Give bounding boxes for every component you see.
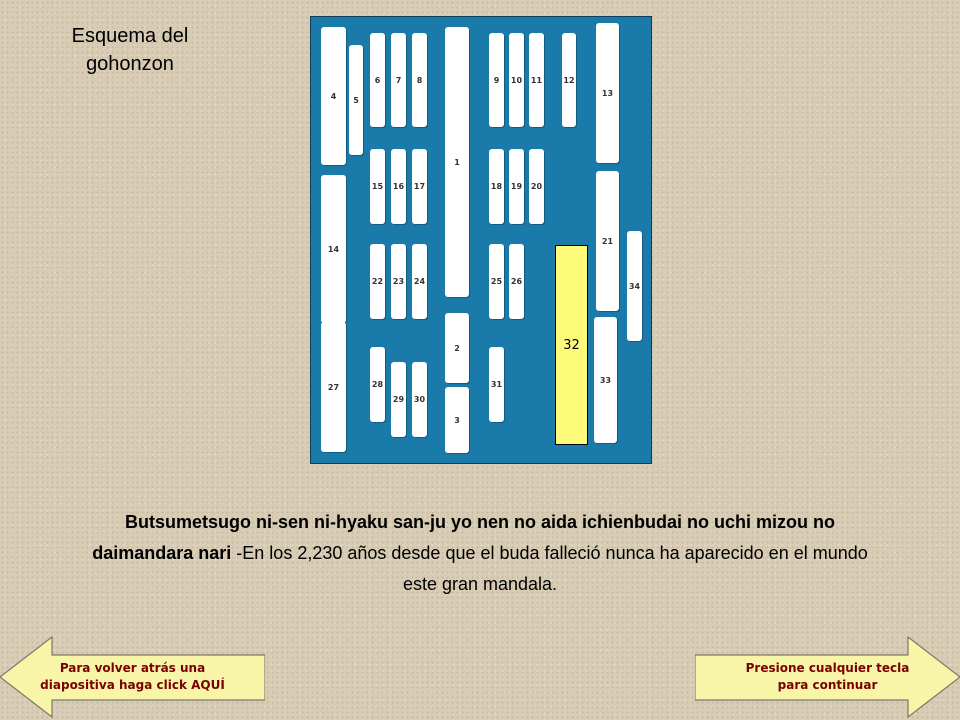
slot-number-label: 28 [371, 380, 384, 389]
diagram-slot-16 [391, 149, 406, 224]
diagram-slot-14 [321, 175, 346, 323]
slot-number-label: 7 [395, 75, 402, 85]
slot-number-label: 3 [454, 415, 460, 425]
caption-text [90, 507, 870, 600]
slide-title-line1: Esquema del [71, 25, 189, 47]
slot-number-label: 29 [392, 395, 405, 404]
slot-number-label: 14 [327, 244, 340, 254]
slot-number-label: 25 [490, 277, 503, 286]
diagram-slot-7 [391, 33, 406, 127]
gohonzon-diagram [310, 16, 652, 464]
caption-normal-part: -En los 2,230 años desde que el buda falleció nunca ha aparecido en el mundo este gran mandala. [231, 543, 868, 594]
diagram-slot-27 [321, 322, 346, 452]
diagram-slot-12 [562, 33, 576, 127]
diagram-slot-8 [412, 33, 427, 127]
diagram-slot-3 [445, 387, 469, 453]
diagram-slot-13 [596, 23, 619, 163]
diagram-slot-6 [370, 33, 385, 127]
slot-number-label: 33 [599, 375, 612, 385]
diagram-slot-31 [489, 347, 504, 422]
slot-number-label: 11 [530, 75, 543, 85]
diagram-slot-30 [412, 362, 427, 437]
slot-number-label: 18 [490, 182, 503, 191]
slot-number-label: 8 [416, 75, 423, 85]
diagram-slot-23 [391, 244, 406, 319]
slot-number-label: 4 [330, 91, 337, 101]
slide-title [40, 22, 220, 78]
diagram-slot-1 [445, 27, 469, 297]
slot-number-label: 16 [392, 182, 405, 191]
continue-button[interactable] [695, 635, 960, 720]
diagram-slot-22 [370, 244, 385, 319]
slot-number-label: 31 [490, 380, 503, 389]
slot-number-label: 12 [563, 75, 575, 85]
diagram-slot-25 [489, 244, 504, 319]
diagram-slot-20 [529, 149, 544, 224]
diagram-slot-26 [509, 244, 524, 319]
slot-number-label: 21 [601, 236, 614, 246]
diagram-slot-5 [349, 45, 363, 155]
slot-number-label: 26 [510, 277, 523, 286]
slot-number-label: 20 [530, 182, 543, 191]
diagram-slot-2 [445, 313, 469, 383]
slide-title-line2: gohonzon [86, 53, 174, 75]
slot-number-label: 24 [413, 277, 426, 286]
slot-number-label: 9 [493, 75, 500, 85]
slot-number-label: 17 [413, 182, 426, 191]
diagram-slot-19 [509, 149, 524, 224]
slot-number-label: 5 [353, 95, 359, 105]
slot-number-label: 6 [374, 75, 381, 85]
back-button[interactable] [0, 635, 265, 720]
diagram-slot-15 [370, 149, 385, 224]
slot-number-label: 23 [392, 277, 405, 286]
back-button-label: Para volver atrás una diapositiva haga click AQUÍ [40, 661, 225, 692]
diagram-slot-28 [370, 347, 385, 422]
diagram-slot-9 [489, 33, 504, 127]
slot-number-label: 19 [510, 182, 523, 191]
caption-bold-part: Butsumetsugo ni-sen ni-hyaku san-ju yo nen no aida ichienbudai no uchi mizou no daimandara nari [92, 512, 836, 563]
diagram-slot-34 [627, 231, 642, 341]
slot-number-label: 32 [563, 337, 580, 353]
slot-number-label: 10 [510, 75, 523, 85]
diagram-slot-21 [596, 171, 619, 311]
slot-number-label: 22 [371, 277, 384, 286]
slot-number-label: 34 [628, 281, 641, 291]
slot-number-label: 30 [413, 395, 426, 404]
diagram-slot-17 [412, 149, 427, 224]
diagram-slot-18 [489, 149, 504, 224]
diagram-slot-11 [529, 33, 544, 127]
slot-number-label: 13 [601, 88, 614, 98]
continue-button-label: Presione cualquier tecla para continuar [745, 661, 910, 692]
diagram-slot-24 [412, 244, 427, 319]
diagram-slot-4 [321, 27, 346, 165]
slot-number-label: 15 [371, 182, 384, 191]
slot-number-label: 27 [327, 382, 340, 392]
highlighted-slot-32 [555, 245, 588, 445]
slot-number-label: 2 [454, 343, 460, 353]
diagram-slot-10 [509, 33, 524, 127]
slot-number-label: 1 [454, 157, 460, 167]
diagram-slot-29 [391, 362, 406, 437]
diagram-slot-33 [594, 317, 617, 443]
